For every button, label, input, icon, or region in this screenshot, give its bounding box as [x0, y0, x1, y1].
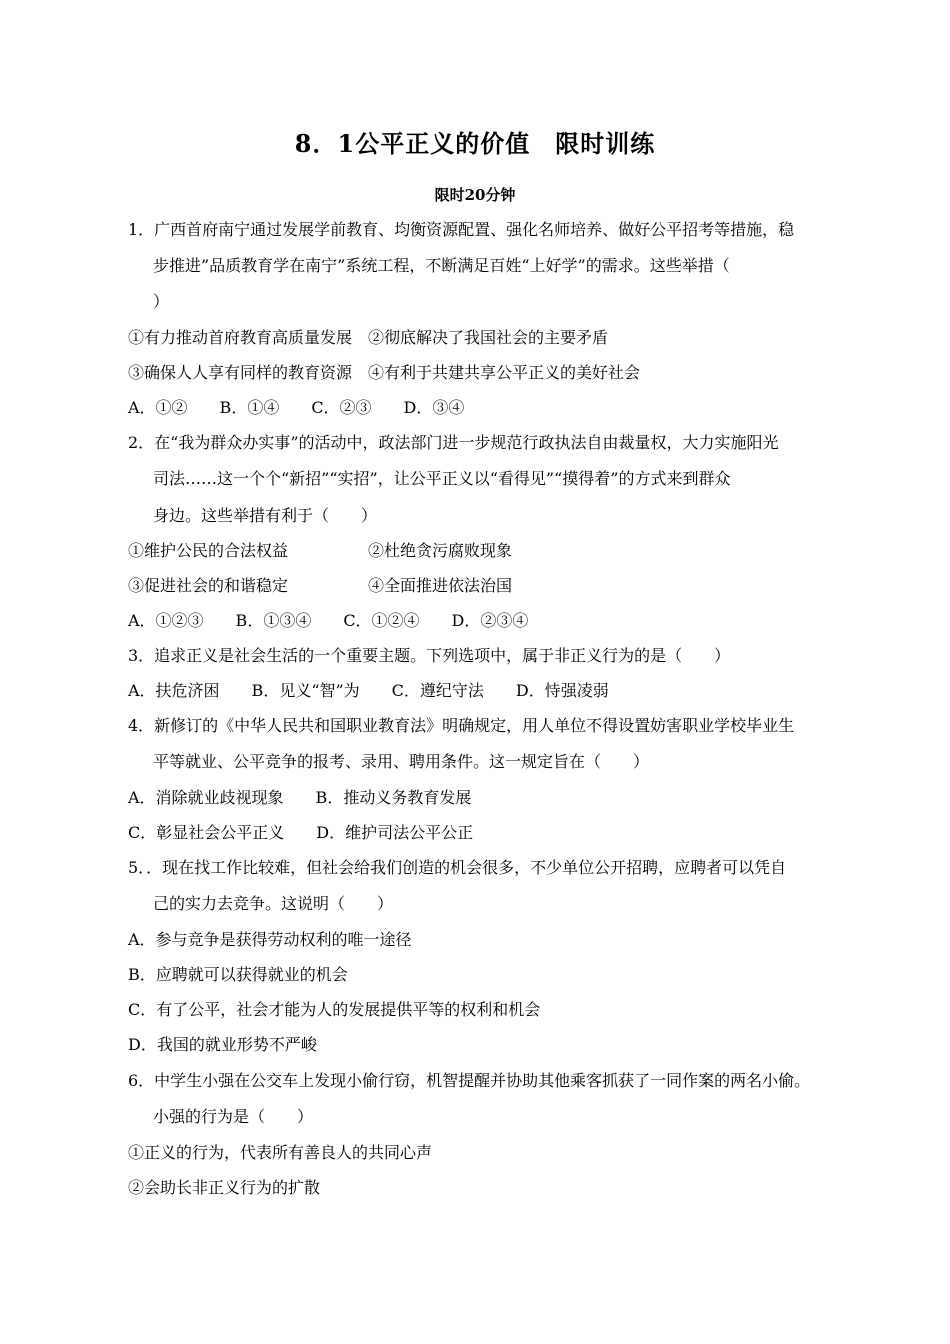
q1-stem-line1: 1．广西首府南宁通过发展学前教育、均衡资源配置、强化名师培养、做好公平招考等措施，稳 [128, 220, 795, 239]
q5-option-a: A．参与竞争是获得劳动权利的唯一途径 [128, 930, 412, 949]
q6-statement-1: ①正义的行为，代表所有善良人的共同心声 [128, 1143, 433, 1162]
q1-statement-34: ③确保人人享有同样的教育资源 ④有利于共建共享公平正义的美好社会 [128, 363, 641, 382]
q5-option-b: B．应聘就可以获得就业的机会 [128, 965, 348, 984]
q2-statement-34: ③促进社会的和谐稳定 ④全面推进依法治国 [128, 576, 513, 595]
q4-options-ab: A．消除就业歧视现象 B．推动义务教育发展 [128, 788, 472, 807]
time-limit: 限时20分钟 [434, 186, 516, 204]
q2-options: A．①②③ B．①③④ C．①②④ D．②③④ [128, 611, 529, 630]
q3-stem: 3．追求正义是社会生活的一个重要主题。下列选项中，属于非正义行为的是（ ） [128, 646, 731, 665]
q1-statement-12: ①有力推动首府教育高质量发展 ②彻底解决了我国社会的主要矛盾 [128, 328, 609, 347]
q5-stem-line1: 5．．现在找工作比较难，但社会给我们创造的机会很多，不少单位公开招聘，应聘者可以凭自 [128, 858, 787, 877]
page-title: 8．1公平正义的价值 限时训练 [294, 129, 656, 158]
q2-stem-line3: 身边。这些举措有利于（ ） [153, 506, 378, 525]
q5-option-c: C．有了公平，社会才能为人的发展提供平等的权利和机会 [128, 1000, 541, 1019]
q6-stem-line2: 小强的行为是（ ） [153, 1107, 314, 1126]
q5-stem-line2: 己的实力去竞争。这说明（ ） [153, 894, 394, 913]
q1-stem-line2: 步推进”品质教育学在南宁”系统工程，不断满足百姓“上好学”的需求。这些举措（ [153, 256, 730, 275]
q2-statement-12: ①维护公民的合法权益 ②杜绝贪污腐败现象 [128, 541, 513, 560]
q1-options: A．①② B．①④ C．②③ D．③④ [128, 398, 465, 417]
q3-options: A．扶危济困 B．见义“智”为 C．遵纪守法 D．恃强凌弱 [128, 681, 609, 700]
q4-options-cd: C．彰显社会公平正义 D．维护司法公平公正 [128, 823, 474, 842]
q6-stem-line1: 6．中学生小强在公交车上发现小偷行窃，机智提醒并协助其他乘客抓获了一同作案的两名小偷。 [128, 1071, 811, 1090]
q2-stem-line1: 2．在“我为群众办实事”的活动中，政法部门进一步规范行政执法自由裁量权，大力实施阳光 [128, 433, 779, 452]
q6-statement-2: ②会助长非正义行为的扩散 [128, 1178, 321, 1197]
q2-stem-line2: 司法……这一个个“新招”“实招”，让公平正义以“看得见”“摸得着”的方式来到群众 [153, 469, 731, 488]
q4-stem-line1: 4．新修订的《中华人民共和国职业教育法》明确规定，用人单位不得设置妨害职业学校毕业生 [128, 716, 795, 735]
q4-stem-line2: 平等就业、公平竞争的报考、录用、聘用条件。这一规定旨在（ ） [153, 752, 650, 771]
q1-stem-line3: ） [153, 292, 170, 311]
q5-option-d: D．我国的就业形势不严峻 [128, 1035, 317, 1054]
